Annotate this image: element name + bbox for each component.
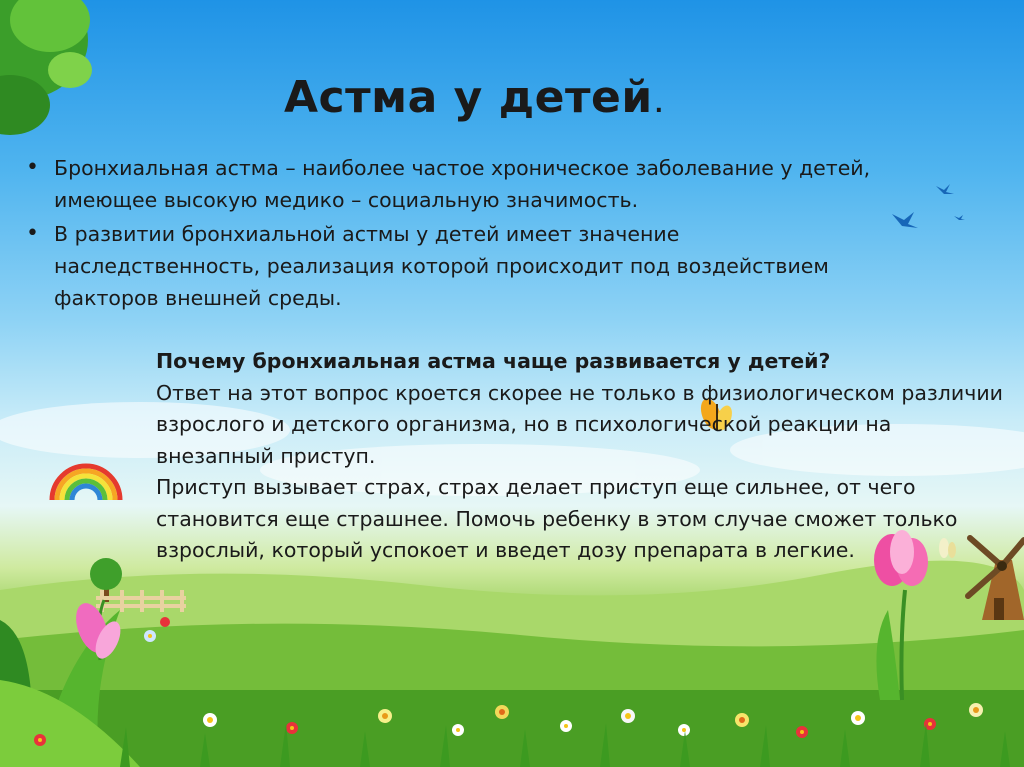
bird-icon bbox=[892, 184, 965, 228]
bullet-item: • В развитии бронхиальной астмы у детей имеет значение наследственность, реализация которой происходит под воздействием факторов внешней среды. bbox=[22, 218, 882, 314]
answer-paragraph: Ответ на этот вопрос кроется скорее не только в физиологическом различии взрослого и детского организма, но в психологической реакции на внезапный приступ. bbox=[156, 380, 1003, 468]
slide-title-suffix: . bbox=[654, 93, 664, 118]
slide-title bbox=[284, 72, 664, 123]
bullet-item: • Бронхиальная астма – наиболее частое хроническое заболевание у детей, имеющее высокую медико – социальную значимость. bbox=[22, 152, 882, 216]
answer-block bbox=[156, 346, 1006, 567]
question-heading: Почему бронхиальная астма чаще развивается у детей? bbox=[156, 349, 831, 373]
slide-title-text: Астма у детей bbox=[284, 72, 653, 123]
answer-paragraph: Приступ вызывает страх, страх делает приступ еще сильнее, от чего становится еще страшнее. Помочь ребенку в этом случае сможет только взрослый, который успокоет и введет дозу препарата в легкие. bbox=[156, 475, 958, 562]
rainbow-icon bbox=[52, 466, 120, 500]
tree-leaves-icon bbox=[0, 0, 92, 135]
bullet-list bbox=[22, 152, 882, 314]
ground bbox=[0, 690, 1024, 767]
